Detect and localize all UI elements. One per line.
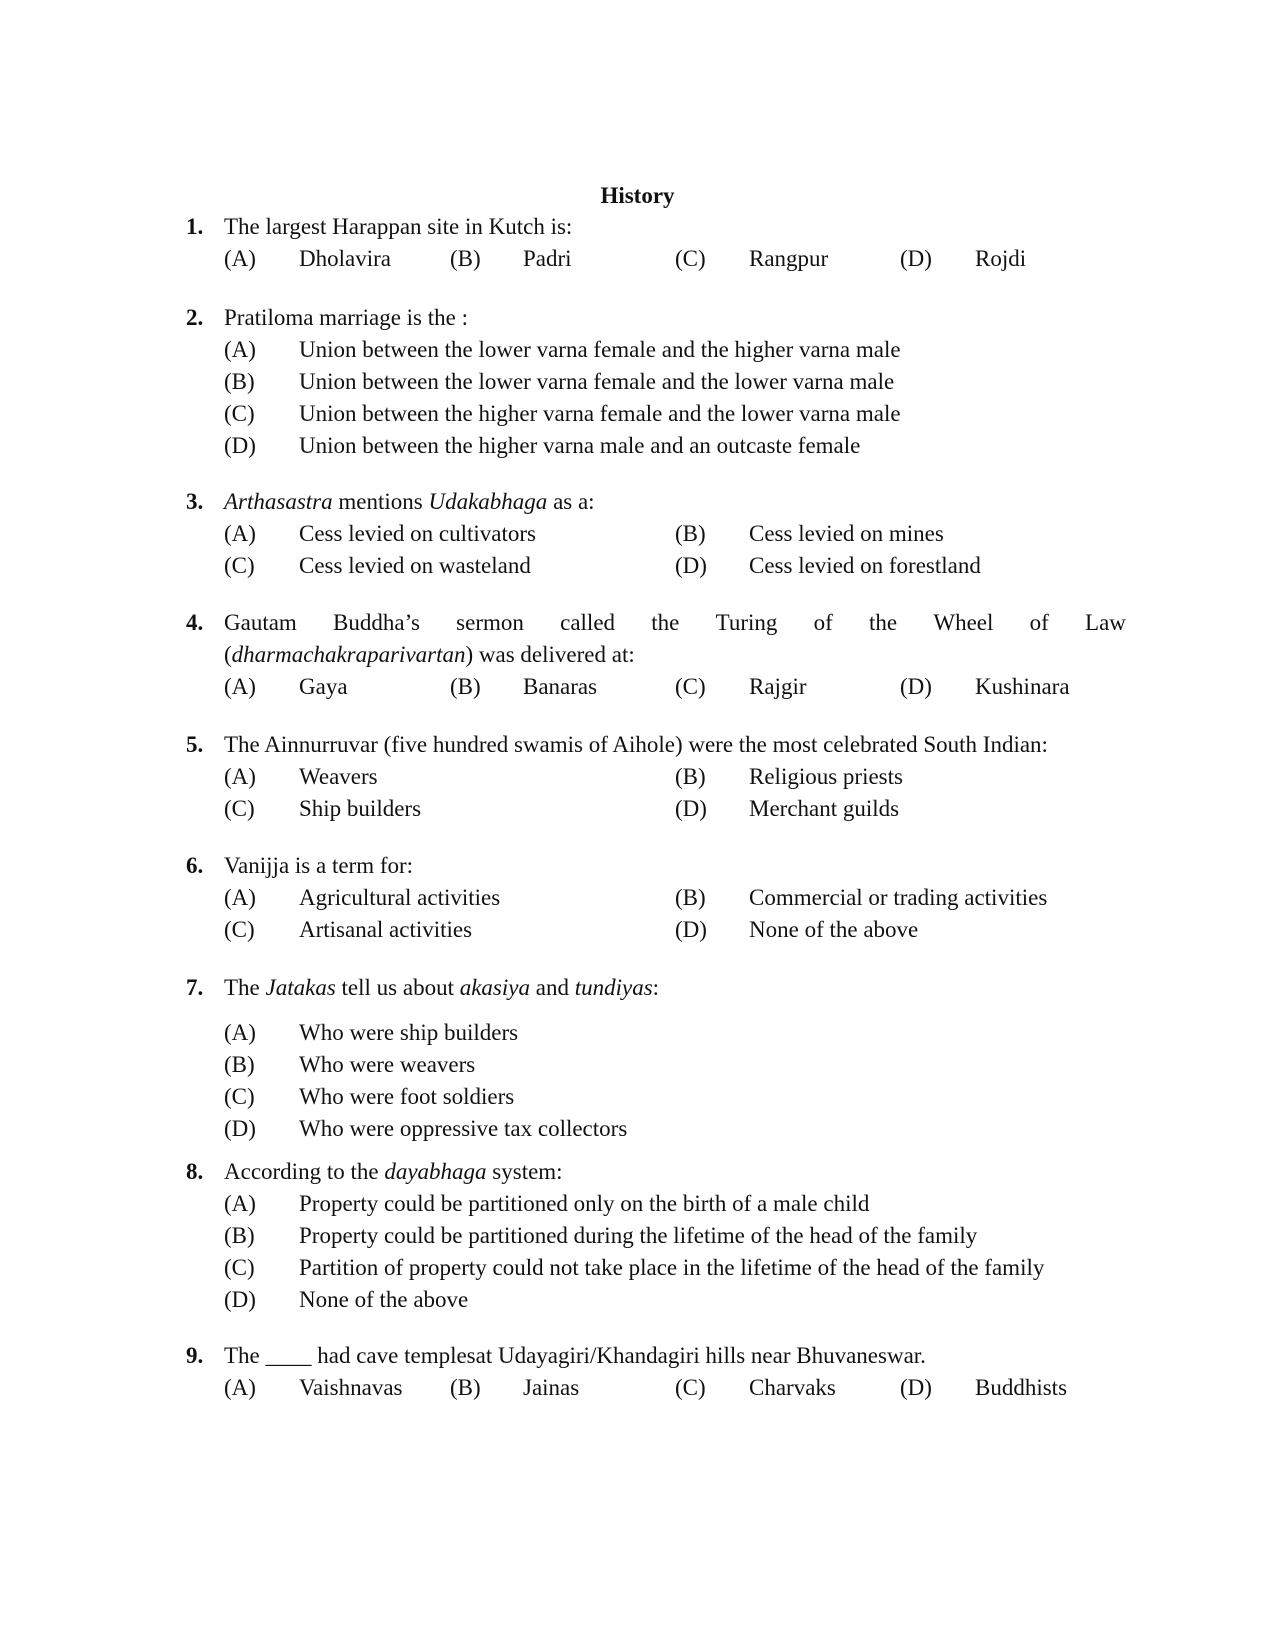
option-text: Agricultural activities [299,885,501,910]
option-label: (A) [224,885,256,910]
option-label: (C) [224,401,255,426]
option-label: (C) [675,1375,706,1400]
option-text: Dholavira [299,246,391,271]
option-text: Union between the lower varna female and the lower varna male [299,369,895,394]
text-fragment: : [652,975,660,1000]
question-8 [186,1156,1126,1316]
question-number: 5. [186,732,204,757]
question-text: Pratiloma marriage is the : [224,305,468,330]
text-fragment: tell us about [335,975,460,1000]
italic-term: dayabhaga [384,1159,487,1184]
italic-term: Jatakas [265,975,336,1000]
option-text: Kushinara [975,674,1070,699]
word: of [813,610,833,635]
word: called [560,610,616,635]
option-label: (B) [675,764,706,789]
option-label: (A) [224,764,256,789]
word: sermon [456,610,524,635]
word: Gautam [224,610,297,635]
question-number: 1. [186,214,204,239]
option-label: (B) [224,369,255,394]
question-number: 6. [186,853,204,878]
option-label: (D) [224,1116,256,1141]
option-label: (A) [224,1375,256,1400]
question-number: 7. [186,975,204,1000]
option-text: Buddhists [975,1375,1068,1400]
option-label: (A) [224,1191,256,1216]
option-text: Rajgir [749,674,807,699]
question-number: 4. [186,610,204,635]
option-label: (A) [224,521,256,546]
word: the [869,610,898,635]
question-1 [186,211,1126,275]
question-3 [186,486,1126,582]
text-fragment: and [529,975,575,1000]
option-text: Merchant guilds [749,796,900,821]
option-label: (D) [675,917,707,942]
word: Turing [715,610,778,635]
question-text [224,972,659,1004]
text-fragment: as a: [547,489,595,514]
option-label: (B) [450,246,481,271]
option-label: (D) [224,433,256,458]
question-text-continued [224,639,635,671]
option-label: (D) [224,1287,256,1312]
option-label: (D) [675,796,707,821]
italic-term: akasiya [459,975,530,1000]
option-text: Jainas [523,1375,580,1400]
option-label: (C) [675,674,706,699]
option-text: Property could be partitioned only on the birth of a male child [299,1191,870,1216]
option-text: Who were ship builders [299,1020,519,1045]
question-text: The ____ had cave templesat Udayagiri/Khandagiri hills near Bhuvaneswar. [224,1343,926,1368]
question-text: Vanijja is a term for: [224,853,414,878]
option-text: Rojdi [975,246,1027,271]
question-text [224,1156,563,1188]
option-label: (A) [224,337,256,362]
option-label: (C) [224,1255,255,1280]
word: of [1029,610,1049,635]
option-text: Who were foot soldiers [299,1084,515,1109]
option-label: (D) [900,674,932,699]
option-text: Padri [523,246,572,271]
text-fragment: According to the [224,1159,385,1184]
option-text: Partition of property could not take place in the lifetime of the head of the family [299,1255,1045,1280]
option-text: Commercial or trading activities [749,885,1048,910]
option-text: Religious priests [749,764,903,789]
question-text [224,486,595,518]
option-text: None of the above [749,917,919,942]
question-text: The Ainnurruvar (five hundred swamis of Aihole) were the most celebrated South Indian: [224,732,1048,757]
option-label: (D) [900,246,932,271]
question-9 [186,1340,1126,1404]
option-text: Union between the higher varna female and the lower varna male [299,401,901,426]
option-label: (D) [675,553,707,578]
word: Law [1085,610,1126,635]
option-text: Rangpur [749,246,829,271]
option-label: (C) [224,796,255,821]
option-label: (A) [224,1020,256,1045]
italic-term: dharmachakraparivartan [231,642,466,667]
option-text: Union between the higher varna male and an outcaste female [299,433,861,458]
option-text: Who were weavers [299,1052,476,1077]
option-label: (C) [224,1084,255,1109]
option-label: (B) [224,1223,255,1248]
text-fragment: ) was delivered at: [465,642,635,667]
option-label: (C) [675,246,706,271]
option-text: Artisanal activities [299,917,473,942]
option-label: (B) [450,1375,481,1400]
option-text: Vaishnavas [299,1375,403,1400]
word: Wheel [933,610,994,635]
option-text: Cess levied on forestland [749,553,981,578]
text-fragment: system: [486,1159,563,1184]
option-text: Gaya [299,674,348,699]
question-number: 9. [186,1343,204,1368]
option-label: (B) [224,1052,255,1077]
word: Buddha’s [333,610,420,635]
italic-term: Udakabhaga [428,489,548,514]
option-label: (B) [675,885,706,910]
option-text: Cess levied on wasteland [299,553,531,578]
option-text: Cess levied on cultivators [299,521,536,546]
option-text: Banaras [523,674,598,699]
italic-term: tundiyas [574,975,653,1000]
question-5 [186,729,1126,825]
option-text: Weavers [299,764,378,789]
option-text: Property could be partitioned during the lifetime of the head of the family [299,1223,978,1248]
question-2 [186,302,1126,462]
option-text: Charvaks [749,1375,836,1400]
question-7 [186,972,1126,1145]
word: the [651,610,680,635]
option-label: (C) [224,553,255,578]
option-text: Who were oppressive tax collectors [299,1116,628,1141]
option-label: (B) [450,674,481,699]
page-title: History [600,183,675,208]
option-text: Ship builders [299,796,422,821]
question-text: The largest Harappan site in Kutch is: [224,214,573,239]
option-label: (D) [900,1375,932,1400]
question-number: 8. [186,1159,204,1184]
option-text: Cess levied on mines [749,521,944,546]
option-label: (C) [224,917,255,942]
question-4 [186,607,1126,703]
question-number: 2. [186,305,204,330]
question-number: 3. [186,489,204,514]
option-label: (A) [224,674,256,699]
option-text: None of the above [299,1287,469,1312]
text-fragment: The [224,975,266,1000]
option-text: Union between the lower varna female and the higher varna male [299,337,901,362]
option-label: (B) [675,521,706,546]
question-6 [186,850,1126,946]
text-fragment: ( [224,642,232,667]
text-fragment: mentions [332,489,429,514]
italic-term: Arthasastra [224,489,333,514]
option-label: (A) [224,246,256,271]
question-text [224,607,1126,639]
